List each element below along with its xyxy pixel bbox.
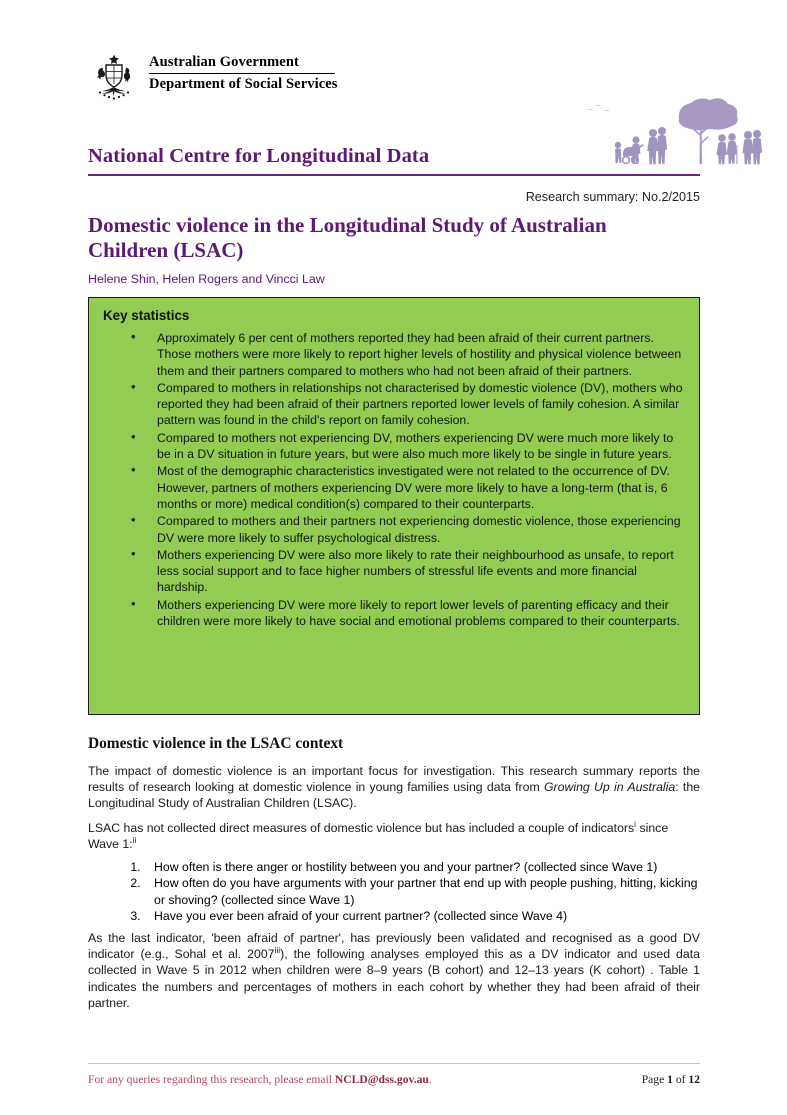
page-current: 1: [667, 1073, 673, 1086]
masthead-divider: [149, 73, 335, 74]
government-label: Australian Government: [149, 54, 299, 70]
list-item: 3. Have you ever been afraid of your current partner? (collected since Wave 4): [144, 908, 700, 924]
list-item: 1. How often is there anger or hostility between you and your partner? (collected since Wave 1): [144, 859, 700, 875]
list-item: • Compared to mothers in relationships not characterised by domestic violence (DV), mothers who reported they had been afraid of their partners reported lower levels of family cohesion. A similar pattern was found in the child's report on family cohesion.: [101, 380, 687, 429]
footer-contact-text: For any queries regarding this research, please email: [88, 1073, 335, 1086]
footnote-marker-iii: iii: [274, 945, 281, 956]
paragraph-text: LSAC has not collected direct measures of domestic violence but has included a couple of indicators: [88, 821, 635, 835]
list-item: 2. How often do you have arguments with your partner that end up with people pushing, hitting, kicking or shoving? (collected since Wave 1): [144, 875, 700, 908]
research-summary-number: Research summary: No.2/2015: [525, 190, 700, 204]
page-title: National Centre for Longitudinal Data: [88, 145, 430, 167]
question-list: [88, 859, 700, 924]
indicator-questions: [88, 859, 700, 924]
authors-line: Helene Shin, Helen Rogers and Vincci Law: [88, 272, 325, 286]
paragraph-text-cont: : the Longitudinal Study of Australian Children (LSAC).: [88, 780, 700, 811]
paragraph-indicators: [88, 820, 700, 852]
document-title: Domestic violence in the Longitudinal Study of Australian Children (LSAC): [88, 213, 607, 262]
list-item: • Approximately 6 per cent of mothers reported they had been afraid of their current partners. Those mothers were more likely to report higher levels of hostility and physical violence between them and their partners compared to mothers who had not been afraid of their partners.: [101, 330, 687, 379]
paragraph-impact: [88, 763, 700, 812]
paragraph-text: The impact of domestic violence is an important focus for investigation. This research summary reports the results of research looking at domestic violence in young families using data from: [88, 764, 700, 795]
paragraph-methodology: [88, 930, 700, 1011]
people-and-tree-silhouette-illustration: [583, 98, 763, 174]
list-item: • Mothers experiencing DV were more likely to report lower levels of parenting efficacy and their children were more likely to have social and emotional problems compared to their counterparts.: [101, 597, 687, 630]
study-name-italic: Growing Up in Australia: [543, 780, 676, 795]
footnote-marker-ii: ii: [132, 835, 137, 846]
footnote-marker-i: i: [634, 818, 637, 829]
contact-email-link[interactable]: NCLD@dss.gov.au: [334, 1073, 429, 1086]
page-prefix: Page: [641, 1073, 668, 1086]
department-label: Department of Social Services: [149, 76, 338, 92]
key-statistics-box: [88, 297, 700, 715]
list-item: • Compared to mothers not experiencing DV, mothers experiencing DV were much more likely to be in a DV situation in future years, but were also much more likely to be single in future years.: [101, 430, 687, 463]
section-heading: Domestic violence in the LSAC context: [88, 735, 344, 752]
list-item: • Most of the demographic characteristics investigated were not related to the occurrence of DV. However, partners of mothers experiencing DV were more likely to have a long-term (that is, 6 months or more) medical condition(s) compared to their counterparts.: [101, 463, 687, 512]
page-middle: of: [672, 1073, 689, 1086]
paragraph-text-cont: since Wave 1:: [88, 821, 669, 852]
footer-contact-period: .: [428, 1073, 432, 1086]
paragraph-text-cont: ), the following analyses employed this as a DV indicator and used data collected in Wave 5 in 2012 when children were 8–9 years (B cohort) and 12–13 years (K cohort) . Table 1 indicates the numbers and percentages of mothers in each cohort by whether they had been afraid of their partner.: [88, 947, 700, 1010]
key-statistics-list: [101, 330, 687, 629]
page-number: [642, 1073, 700, 1086]
paragraph-text: As the last indicator, 'been afraid of partner', has previously been validated and recognised as a good DV indicator (e.g., Sohal et al. 2007: [88, 931, 700, 962]
list-item: • Compared to mothers and their partners not experiencing domestic violence, those experiencing DV were more likely to suffer psychological distress.: [101, 513, 687, 546]
brand-divider: [88, 174, 700, 176]
page-total: 12: [688, 1073, 700, 1086]
list-item: • Mothers experiencing DV were also more likely to rate their neighbourhood as unsafe, to report less social support and to face higher numbers of stressful life events and more financial hardship.: [101, 547, 687, 596]
footer-divider: [88, 1063, 700, 1064]
footer-contact: [88, 1073, 432, 1086]
australian-coat-of-arms-icon: [88, 52, 140, 104]
key-statistics-title: Key statistics: [103, 308, 190, 323]
